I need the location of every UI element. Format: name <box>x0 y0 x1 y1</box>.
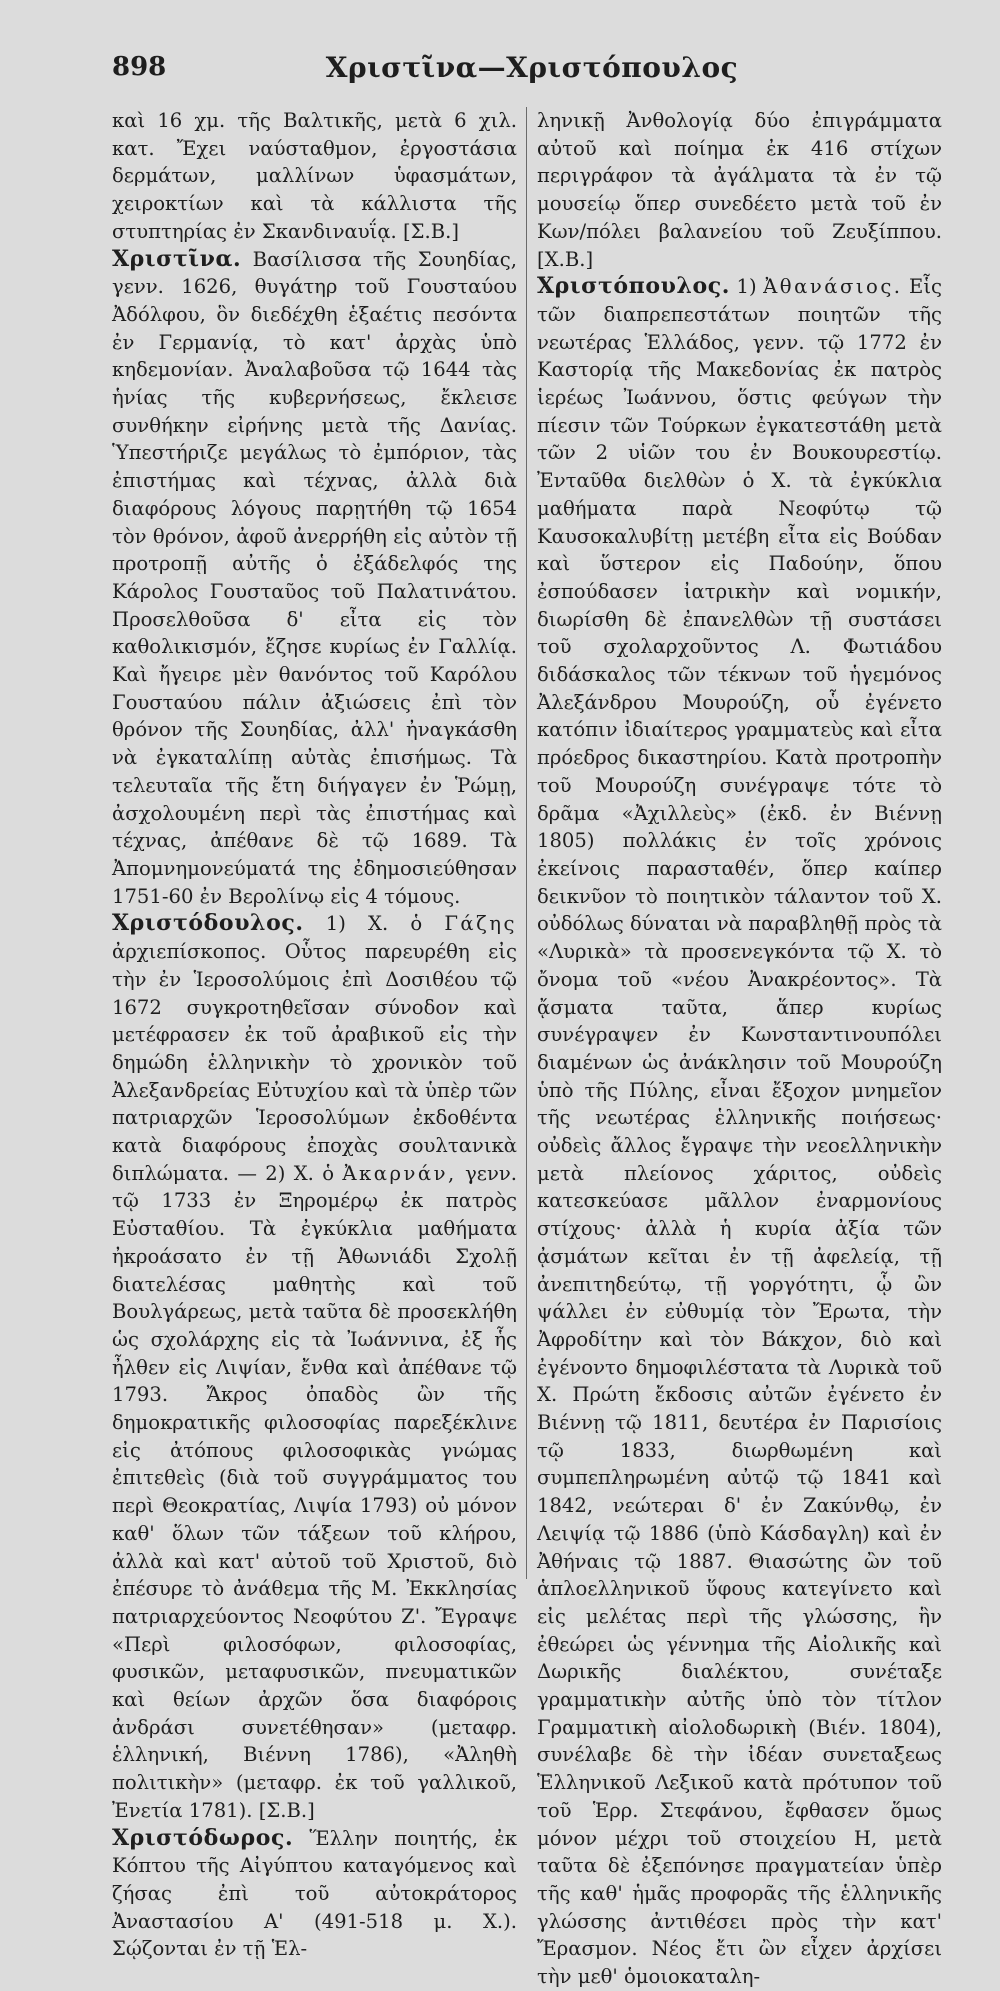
entry-text: Ἕλλην ποιητής, ἐκ Κόπτου τῆς Αἰγύπτου καταγόμενος καὶ ζήσας ἐπὶ τοῦ αὐτοκράτορος Ἀναστασίου Α' (491-518 μ. Χ.). Σῴζονται ἐν τῇ Ἑλ- <box>112 1826 517 1961</box>
entry-christopoulos <box>537 273 942 1991</box>
running-title: Χριστῖνα—Χριστόπουλος <box>325 50 739 84</box>
entry-text: γενν. τῷ 1733 ἐν Ξηρομέρῳ ἐκ πατρὸς Εὐσταθίου. Τὰ ἐγκύκλια μαθήματα ἠκροάσατο ἐν τῇ Ἀθωνιάδι Σχολῇ διατελέσας μαθητὴς καὶ τοῦ Βουλγάρεως, μετὰ ταῦτα δὲ προσεκλήθη ὡς σχολάρχης εἰς τὰ Ἰωάννινα, ἐξ ἧς ἦλθεν εἰς Λιψίαν, ἔνθα καὶ ἀπέθανε τῷ 1793. Ἄκρος ὀπαδὸς ὢν τῆς δημοκρατικῆς φιλοσοφίας παρεξέκλινε εἰς ἀτόπους φιλοσοφικὰς γνώμας ἐπιτεθεὶς (διὰ τοῦ συγγράμματος του περὶ Θεοκρατίας, Λιψία 1793) οὐ μόνον καθ' ὅλων τῶν τάξεων τοῦ κλήρου, ἀλλὰ καὶ κατ' αὐτοῦ τοῦ Χριστοῦ, διὸ ἐπέσυρε τὸ ἀνάθεμα τῆς Μ. Ἐκκλησίας πατριαρχεύοντος Νεοφύτου Ζ'. Ἔγραψε «Περὶ φιλοσόφων, φιλοσοφίας, φυσικῶν, μεταφυσικῶν, πνευματικῶν καὶ θείων ἀρχῶν ὅσα διαφόροις ἀνδράσι συνετέθησαν» (μεταφρ. ἑλληνική, Βιέννη 1786), «Ἀληθὴ πολιτικὴν» (μεταφρ. ἐκ τοῦ γαλλικοῦ, Ἐνετία 1781). [Σ.Β.] <box>112 1161 518 1822</box>
headword: Χριστῖνα. <box>112 245 242 272</box>
entry-christina <box>112 246 517 911</box>
continued-entry-paragraph: ληνικῇ Ἀνθολογίᾳ δύο ἐπιγράμματα αὐτοῦ καὶ ποίημα ἐκ 416 στίχων περιγράφον τὰ ἀγάλματα τὰ ἐν τῷ μουσείῳ ὅπερ συνεδέετο μετὰ τοῦ ἐν Κων/πόλει βαλανείου τοῦ Ζευξίππου. [Χ.Β.] <box>537 109 942 271</box>
entry-text: 1) <box>730 275 764 299</box>
right-column <box>537 107 942 1991</box>
entry-text: 1) Χ. ὁ <box>303 912 445 936</box>
spaced-name: Ἀκαρνάν, <box>342 1161 457 1185</box>
entry-christodoulos <box>112 910 517 1824</box>
headword: Χριστόπουλος. <box>537 273 731 300</box>
column-divider <box>526 107 527 1579</box>
left-column <box>112 107 517 1963</box>
spaced-name: Γάζης <box>444 912 517 936</box>
spaced-name: Ἀθανάσιος. <box>763 275 903 299</box>
entry-text: ἀρχιεπίσκοπος. Οὗτος παρευρέθη εἰς τὴν ἐν Ἱεροσολύμοις ἐπὶ Δοσιθέου τῷ 1672 συγκροτηθεῖσαν σύνοδον καὶ μετέφρασεν ἐκ τοῦ ἀραβικοῦ εἰς τὴν δημώδη ἑλληνικὴν τὸ χρονικὸν τοῦ Ἀλεξανδρείας Εὐτυχίου καὶ τὰ ὑπὲρ τῶν πατριαρχῶν Ἱεροσολύμων ἐκδοθέντα κατὰ διαφόρους ἐποχὰς σουλτανικὰ διπλώματα. — 2) Χ. ὁ <box>112 940 517 1185</box>
entry-christodoros <box>112 1825 517 1964</box>
page-number: 898 <box>112 52 167 82</box>
headword: Χριστόδωρος. <box>112 1824 294 1851</box>
entry-text: Βασίλισσα τῆς Σουηδίας, γενν. 1626, θυγάτηρ τοῦ Γουσταύου Ἀδόλφου, ὃν διεδέχθη ἑξαέτις πεσόντα ἐν Γερμανίᾳ, τὸ κατ' ἀρχὰς ὑπὸ κηδεμονίαν. Ἀναλαβοῦσα τῷ 1644 τὰς ἡνίας τῆς κυβερνήσεως, ἔκλεισε συνθήκην εἰρήνης μετὰ τῆς Δανίας. Ὑπεστήριζε μεγάλως τὸ ἐμπόριον, τὰς ἐπιστήμας καὶ τέχνας, ἀλλὰ διὰ διαφόρους λόγους παρῃτήθη τῷ 1654 τὸν θρόνον, ἀφοῦ ἀνερρήθη εἰς αὐτὸν τῇ προτροπῇ αὐτῆς ὁ ἐξάδελφός της Κάρολος Γουσταῦος τοῦ Παλατινάτου. Προσελθοῦσα δ' εἶτα εἰς τὸν καθολικισμόν, ἔζησε κυρίως ἐν Γαλλίᾳ. Καὶ ἤγειρε μὲν θανόντος τοῦ Καρόλου Γουσταύου πάλιν ἀξιώσεις ἐπὶ τὸν θρόνον τῆς Σουηδίας, ἀλλ' ἠναγκάσθη νὰ ἐγκαταλίπῃ αὐτὰς ἐπισήμως. Τὰ τελευταῖα τῆς ἔτη διήγαγεν ἐν Ῥώμῃ, ἀσχολουμένη περὶ τὰς ἐπιστήμας καὶ τέχνας, ἀπέθανε δὲ τῷ 1689. Τὰ Ἀπομνημονεύματά της ἐδημοσιεύθησαν 1751-60 ἐν Βερολίνῳ εἰς 4 τόμους. <box>112 247 517 908</box>
continued-entry-paragraph: καὶ 16 χμ. τῆς Βαλτικῆς, μετὰ 6 χιλ. κατ. Ἔχει ναύσταθμον, ἐργοστάσια δερμάτων, μαλλίνων ὑφασμάτων, χειροκτίων καὶ τὰ κάλλιστα τῆς στυπτηρίας ἐν Σκανδιναυΐᾳ. [Σ.Β.] <box>112 109 517 243</box>
page-header <box>112 42 952 92</box>
headword: Χριστόδουλος. <box>112 910 304 937</box>
entry-text: Εἷς τῶν διαπρεπεστάτων ποιητῶν τῆς νεωτέρας Ἑλλάδος, γενν. τῷ 1772 ἐν Καστορίᾳ τῆς Μακεδονίας ἐκ πατρὸς ἱερέως Ἰωάννου, ὅστις φεύγων τὴν πίεσιν τῶν Τούρκων ἐγκατεστάθη μετὰ τῶν 2 υἱῶν του ἐν Βουκουρεστίῳ. Ἐνταῦθα διελθὼν ὁ Χ. τὰ ἐγκύκλια μαθήματα παρὰ Νεοφύτῳ τῷ Καυσοκαλυβίτῃ μετέβη εἶτα εἰς Βούδαν καὶ ὕστερον εἰς Παδούην, ὅπου ἐσπούδασεν ἰατρικὴν καὶ νομικήν, διωρίσθη δὲ ἐπανελθὼν τῇ συστάσει τοῦ σχολαρχοῦντος Λ. Φωτιάδου διδάσκαλος τῶν τέκνων τοῦ ἡγεμόνος Ἀλεξάνδρου Μουρούζη, οὗ ἐγένετο κατόπιν ἰδιαίτερος γραμματεὺς καὶ εἶτα πρόεδρος δικαστηρίου. Κατὰ προτροπὴν τοῦ Μουρούζη συνέγραψε τότε τὸ δρᾶμα «Ἀχιλλεὺς» (ἐκδ. ἐν Βιέννῃ 1805) πολλάκις ἐν τοῖς χρόνοις ἐκείνοις παρασταθέν, ὅπερ καίπερ δεικνῦον τὸ ποιητικὸν τάλαντον τοῦ Χ. οὐδόλως δύναται νὰ παραβληθῇ πρὸς τὰ «Λυρικὰ» τὰ προσενεγκόντα τῷ Χ. τὸ ὄνομα τοῦ «νέου Ἀνακρέοντος». Τὰ ᾄσματα ταῦτα, ἅπερ κυρίως συνέγραψεν ἐν Κωνσταντινουπόλει διαμένων ὡς ἀνάκλησιν τοῦ Μουρούζη ὑπὸ τῆς Πύλης, εἶναι ἔξοχον μνημεῖον τῆς νεωτέρας ἑλληνικῆς ποιήσεως· οὐδεὶς ἄλλος ἔγραψε τὴν νεοελληνικὴν μετὰ πλείονος χάριτος, οὐδεὶς κατεσκεύασε μᾶλλον ἐναρμονίους στίχους· ἀλλὰ ἡ κυρία ἀξία τῶν ᾀσμάτων κεῖται ἐν τῇ ἀφελείᾳ, τῇ ἀνεπιτηδεύτῳ, τῇ γοργότητι, ᾧ ὢν ψάλλει ἐν εὐθυμίᾳ τὸν Ἔρωτα, τὴν Ἀφροδίτην καὶ τὸν Βάκχον, διὸ καὶ ἐγένοντο δημοφιλέστατα τὰ Λυρικὰ τοῦ Χ. Πρώτη ἔκδοσις αὐτῶν ἐγένετο ἐν Βιέννῃ τῷ 1811, δευτέρα ἐν Παρισίοις τῷ 1833, διωρθωμένη καὶ συμπεπληρωμένη αὐτῷ τῷ 1841 καὶ 1842, νεώτεραι δ' ἐν Ζακύνθῳ, ἐν Λειψίᾳ τῷ 1886 (ὑπὸ Κάσδαγλη) καὶ ἐν Ἀθήναις τῷ 1887. Θιασώτης ὢν τοῦ ἁπλοελληνικοῦ ὕφους κατεγίνετο καὶ εἰς μελέτας περὶ τῆς γλώσσης, ἣν ἐθεώρει ὡς γέννημα τῆς Αἰολικῆς καὶ Δωρικῆς διαλέκτου, συνέταξε γραμματικὴν αὐτῆς ὑπὸ τὸν τίτλον Γραμματικὴ αἰολοδωρικὴ (Βιέν. 1804), συνέλαβε δὲ τὴν ἰδέαν συνεταξεως Ἑλληνικοῦ Λεξικοῦ κατὰ πρότυπον τοῦ τοῦ Ἑρρ. Στεφάνου, ἔφθασεν ὅμως μόνον μέχρι τοῦ στοιχείου Η, μετὰ ταῦτα δὲ ἐξεπόνησε πραγματείαν ὑπὲρ τῆς καθ' ἡμᾶς προφορᾶς τῆς ἑλληνικῆς γλώσσης ἀντιθέσει πρὸς τὴν κατ' Ἔρασμον. Νέος ἔτι ὢν εἶχεν ἀρχίσει τὴν μεθ' ὁμοιοκαταλη- <box>537 275 942 1989</box>
